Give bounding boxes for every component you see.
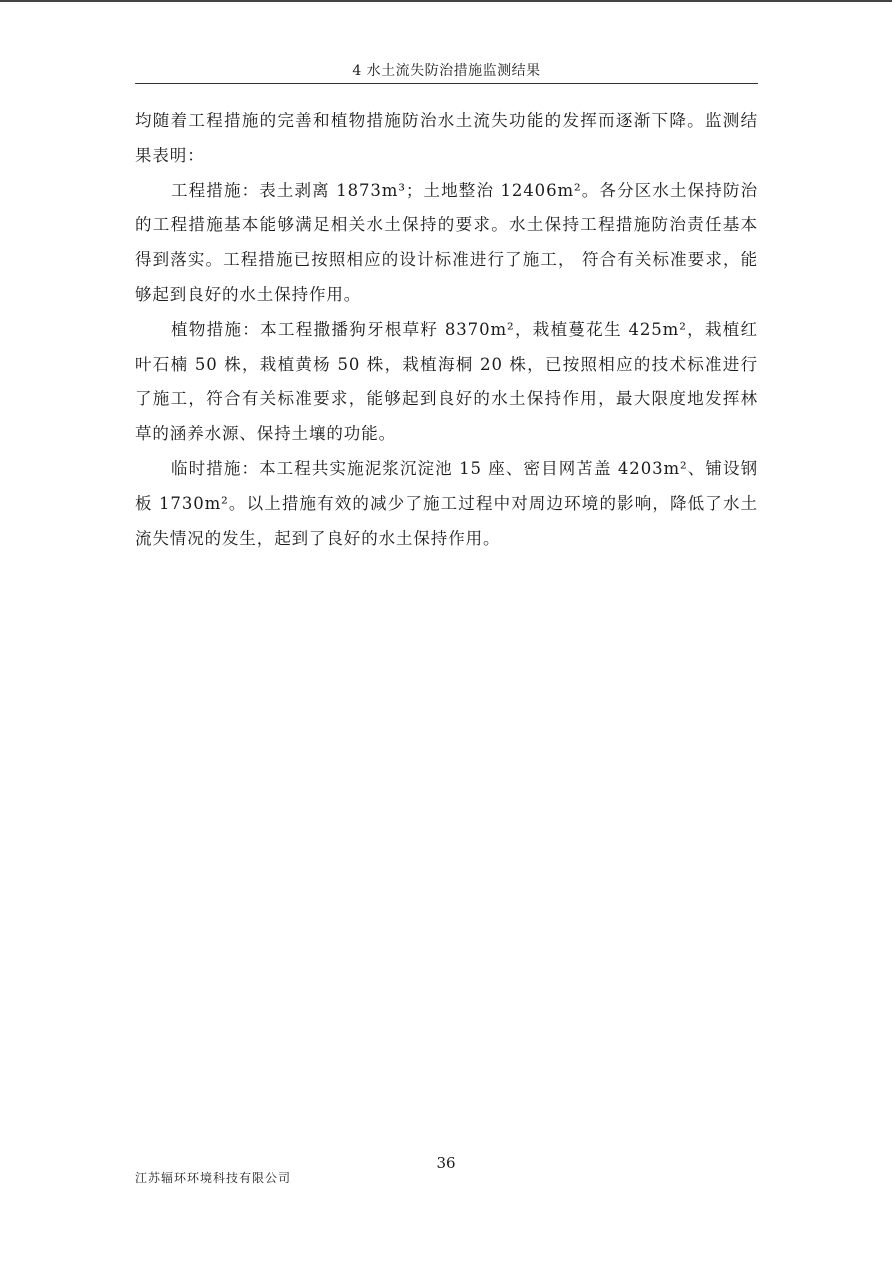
intro-paragraph: 均随着工程措施的完善和植物措施防治水土流失功能的发挥而逐渐下降。监测结果表明：: [135, 111, 758, 165]
engineering-measures-label: 工程措施：: [171, 180, 260, 200]
header-divider: [135, 83, 758, 84]
running-header: 4 水土流失防治措施监测结果: [352, 63, 541, 79]
vegetation-measures-text: 本工程撒播狗牙根草籽 8370m²，栽植蔓花生 425m²，栽植红叶石楠 50 株，栽植黄杨 50 株，栽植海桐 20 株，已按照相应的技术标准进行了施工，符合有关标准要求，能够起到良好的水土保持作用，最大限度地发挥林草的涵养水源、保持土壤的功能。: [135, 319, 758, 444]
company-footer: 江苏辐环环境科技有限公司: [135, 1171, 292, 1185]
document-body: [135, 104, 758, 556]
engineering-measures-paragraph: [135, 174, 758, 313]
temporary-measures-text: 本工程共实施泥浆沉淀池 15 座、密目网苫盖 4203m²、铺设钢板 1730m²。以上措施有效的减少了施工过程中对周边环境的影响，降低了水土流失情况的发生，起到了良好的水土保持作用。: [135, 458, 759, 548]
page-top-border: [0, 0, 892, 2]
page-number: 36: [436, 1154, 456, 1172]
vegetation-measures-label: 植物措施：: [171, 319, 261, 339]
vegetation-measures-paragraph: [135, 313, 758, 452]
temporary-measures-label: 临时措施：: [171, 458, 260, 478]
temporary-measures-paragraph: [135, 452, 758, 556]
engineering-measures-text: 表土剥离 1873m³；土地整治 12406m²。各分区水土保持防治的工程措施基本能够满足相关水土保持的要求。水土保持工程措施防治责任基本得到落实。工程措施已按照相应的设计标准进行了施工， 符合有关标准要求，能够起到良好的水土保持作用。: [135, 180, 758, 304]
